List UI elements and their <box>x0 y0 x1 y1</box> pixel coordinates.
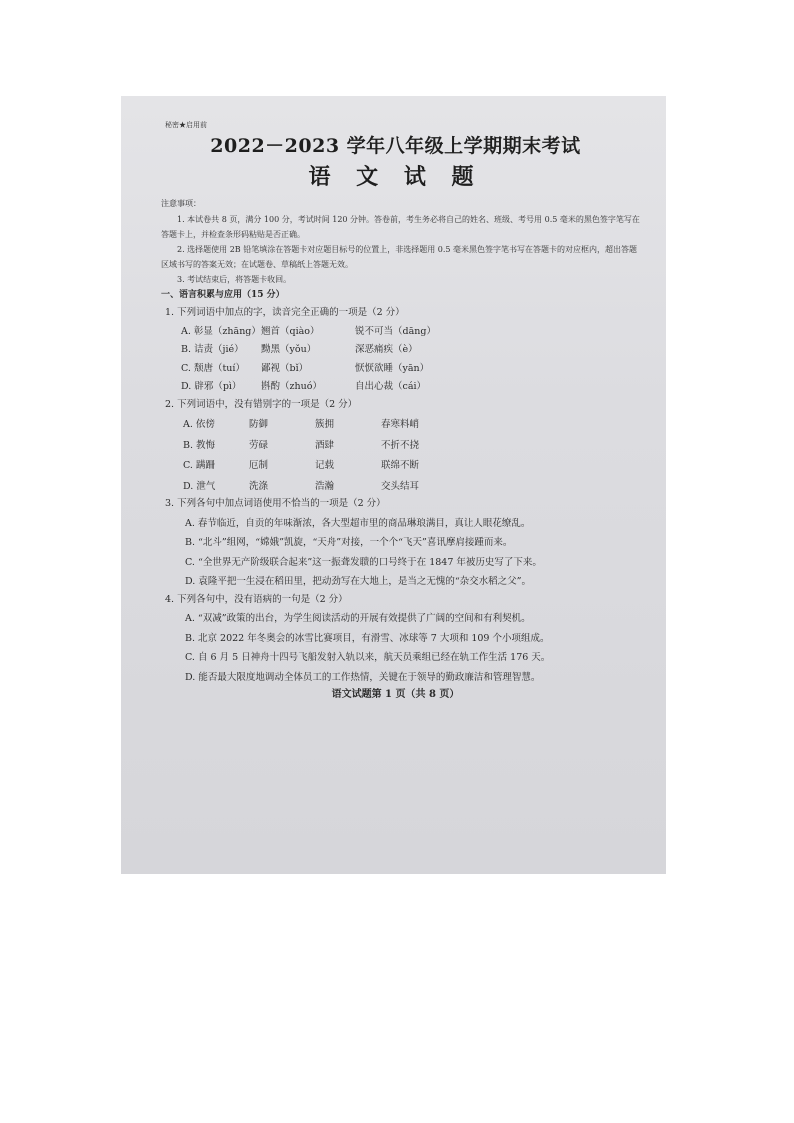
option-text: 洗涤 <box>249 480 269 492</box>
notice-item: 1. 本试卷共 8 页，满分 100 分，考试时间 120 分钟。答卷前，考生务必将自己的姓名、班级、考号用 0.5 毫米的黑色签字笔写在答题卡上，并检查条形码粘贴是否正确。 <box>161 215 640 239</box>
secret-label: 秘密★启用前 <box>165 121 207 129</box>
option-text: 浩瀚 <box>315 480 335 492</box>
option-text: D. 辟邪（pì） <box>181 381 242 392</box>
option-text: 鄙视（bǐ） <box>261 362 309 374</box>
option-text: 斟酌（zhuó） <box>261 381 322 392</box>
option-text: 黝黑（yǒu） <box>261 344 317 355</box>
question-2-option-c <box>183 461 640 471</box>
option-text: D. 泄气 <box>183 480 216 492</box>
option-text: A. 彰显（zhāng） <box>181 325 261 337</box>
question-4-option-c: C. 自 6 月 5 日神舟十四号飞船发射入轨以来，航天员乘组已经在轨工作生活 176 天。 <box>185 652 551 663</box>
option-text: 翘首（qiào） <box>261 325 320 337</box>
question-2-stem: 2. 下列词语中，没有错别字的一项是（2 分） <box>165 398 358 410</box>
question-1-option-c <box>181 364 640 374</box>
exam-page-photo <box>121 96 666 874</box>
option-text: 劳碌 <box>249 439 269 451</box>
option-text: 自出心裁（cái） <box>355 381 427 392</box>
option-text: 锐不可当（dāng） <box>355 325 436 337</box>
question-1-option-b <box>181 345 640 355</box>
question-3-option-c: C. “全世界无产阶级联合起来”这一振聋发聩的口号终于在 1847 年被历史写了下来。 <box>185 556 542 568</box>
option-text: 记载 <box>315 460 335 471</box>
question-3-stem: 3. 下列各句中加点词语使用不恰当的一项是（2 分） <box>165 498 386 509</box>
option-text: 深恶痛疾（è） <box>355 344 418 355</box>
option-text: 恹恹欲睡（yān） <box>355 362 430 374</box>
question-4-stem: 4. 下列各句中，没有语病的一句是（2 分） <box>165 593 348 605</box>
option-text: C. 颓唐（tuí） <box>181 362 245 374</box>
question-3-option-b: B. “北斗”组网，“嫦娥”凯旋，“天舟”对接，一个个“飞天”喜讯摩肩接踵而来。 <box>185 537 513 548</box>
option-text: 簇拥 <box>315 419 335 430</box>
question-2-option-d <box>183 482 640 492</box>
notice-item: 3. 考试结束后，将答题卡收回。 <box>177 275 292 284</box>
option-text: B. 教悔 <box>183 439 216 451</box>
option-text: 防御 <box>249 419 269 430</box>
option-text: 厄制 <box>249 460 269 471</box>
option-text: 酒肆 <box>315 439 335 451</box>
question-4-option-b: B. 北京 2022 年冬奥会的冰雪比赛项目，有滑雪、冰球等 7 大项和 109 个小项组成。 <box>185 632 550 644</box>
page-footer: 语文试题第 1 页（共 8 页） <box>331 689 460 700</box>
option-text: 春寒料峭 <box>381 419 420 430</box>
notice-heading: 注意事项： <box>161 199 201 208</box>
question-2-option-b <box>183 441 640 451</box>
question-3-option-d: D. 袁隆平把一生浸在稻田里，把动劲写在大地上，是当之无愧的“杂交水稻之父”。 <box>185 576 532 587</box>
option-text: C. 蹒跚 <box>183 460 215 471</box>
subject-title: 语 文 试 题 <box>308 164 483 190</box>
notice-item: 2. 选择题使用 2B 铅笔填涂在答题卡对应题目标号的位置上，非选择题用 0.5 毫米黑色签字笔书写在答题卡的对应框内，超出答题区域书写的答案无效；在试题卷、草稿纸上答题无效。 <box>161 245 638 269</box>
exam-title: 2022－2023 学年八年级上学期期末考试 <box>210 135 581 157</box>
option-text: 联绵不断 <box>381 460 420 471</box>
question-1-option-a <box>181 327 640 337</box>
question-2-option-a <box>183 420 640 430</box>
question-1-option-d <box>181 382 640 392</box>
option-text: 不折不挠 <box>381 439 420 451</box>
question-4-option-a: A. “双减”政策的出台，为学生阅读活动的开展有效提供了广阔的空间和有利契机。 <box>185 613 531 624</box>
question-1-stem: 1. 下列词语中加点的字，读音完全正确的一项是（2 分） <box>165 307 405 318</box>
option-text: B. 诘责（jié） <box>181 344 244 355</box>
question-3-option-a: A. 春节临近，自贡的年味渐浓，各大型超市里的商品琳琅满目，真让人眼花缭乱。 <box>185 517 531 529</box>
section-heading: 一、语言积累与应用（15 分） <box>161 290 285 300</box>
option-text: 交头结耳 <box>381 480 420 492</box>
question-4-option-d: D. 能否最大限度地调动全体员工的工作热情，关键在于领导的勤政廉洁和管理智慧。 <box>185 671 541 683</box>
option-text: A. 依傍 <box>183 419 215 430</box>
